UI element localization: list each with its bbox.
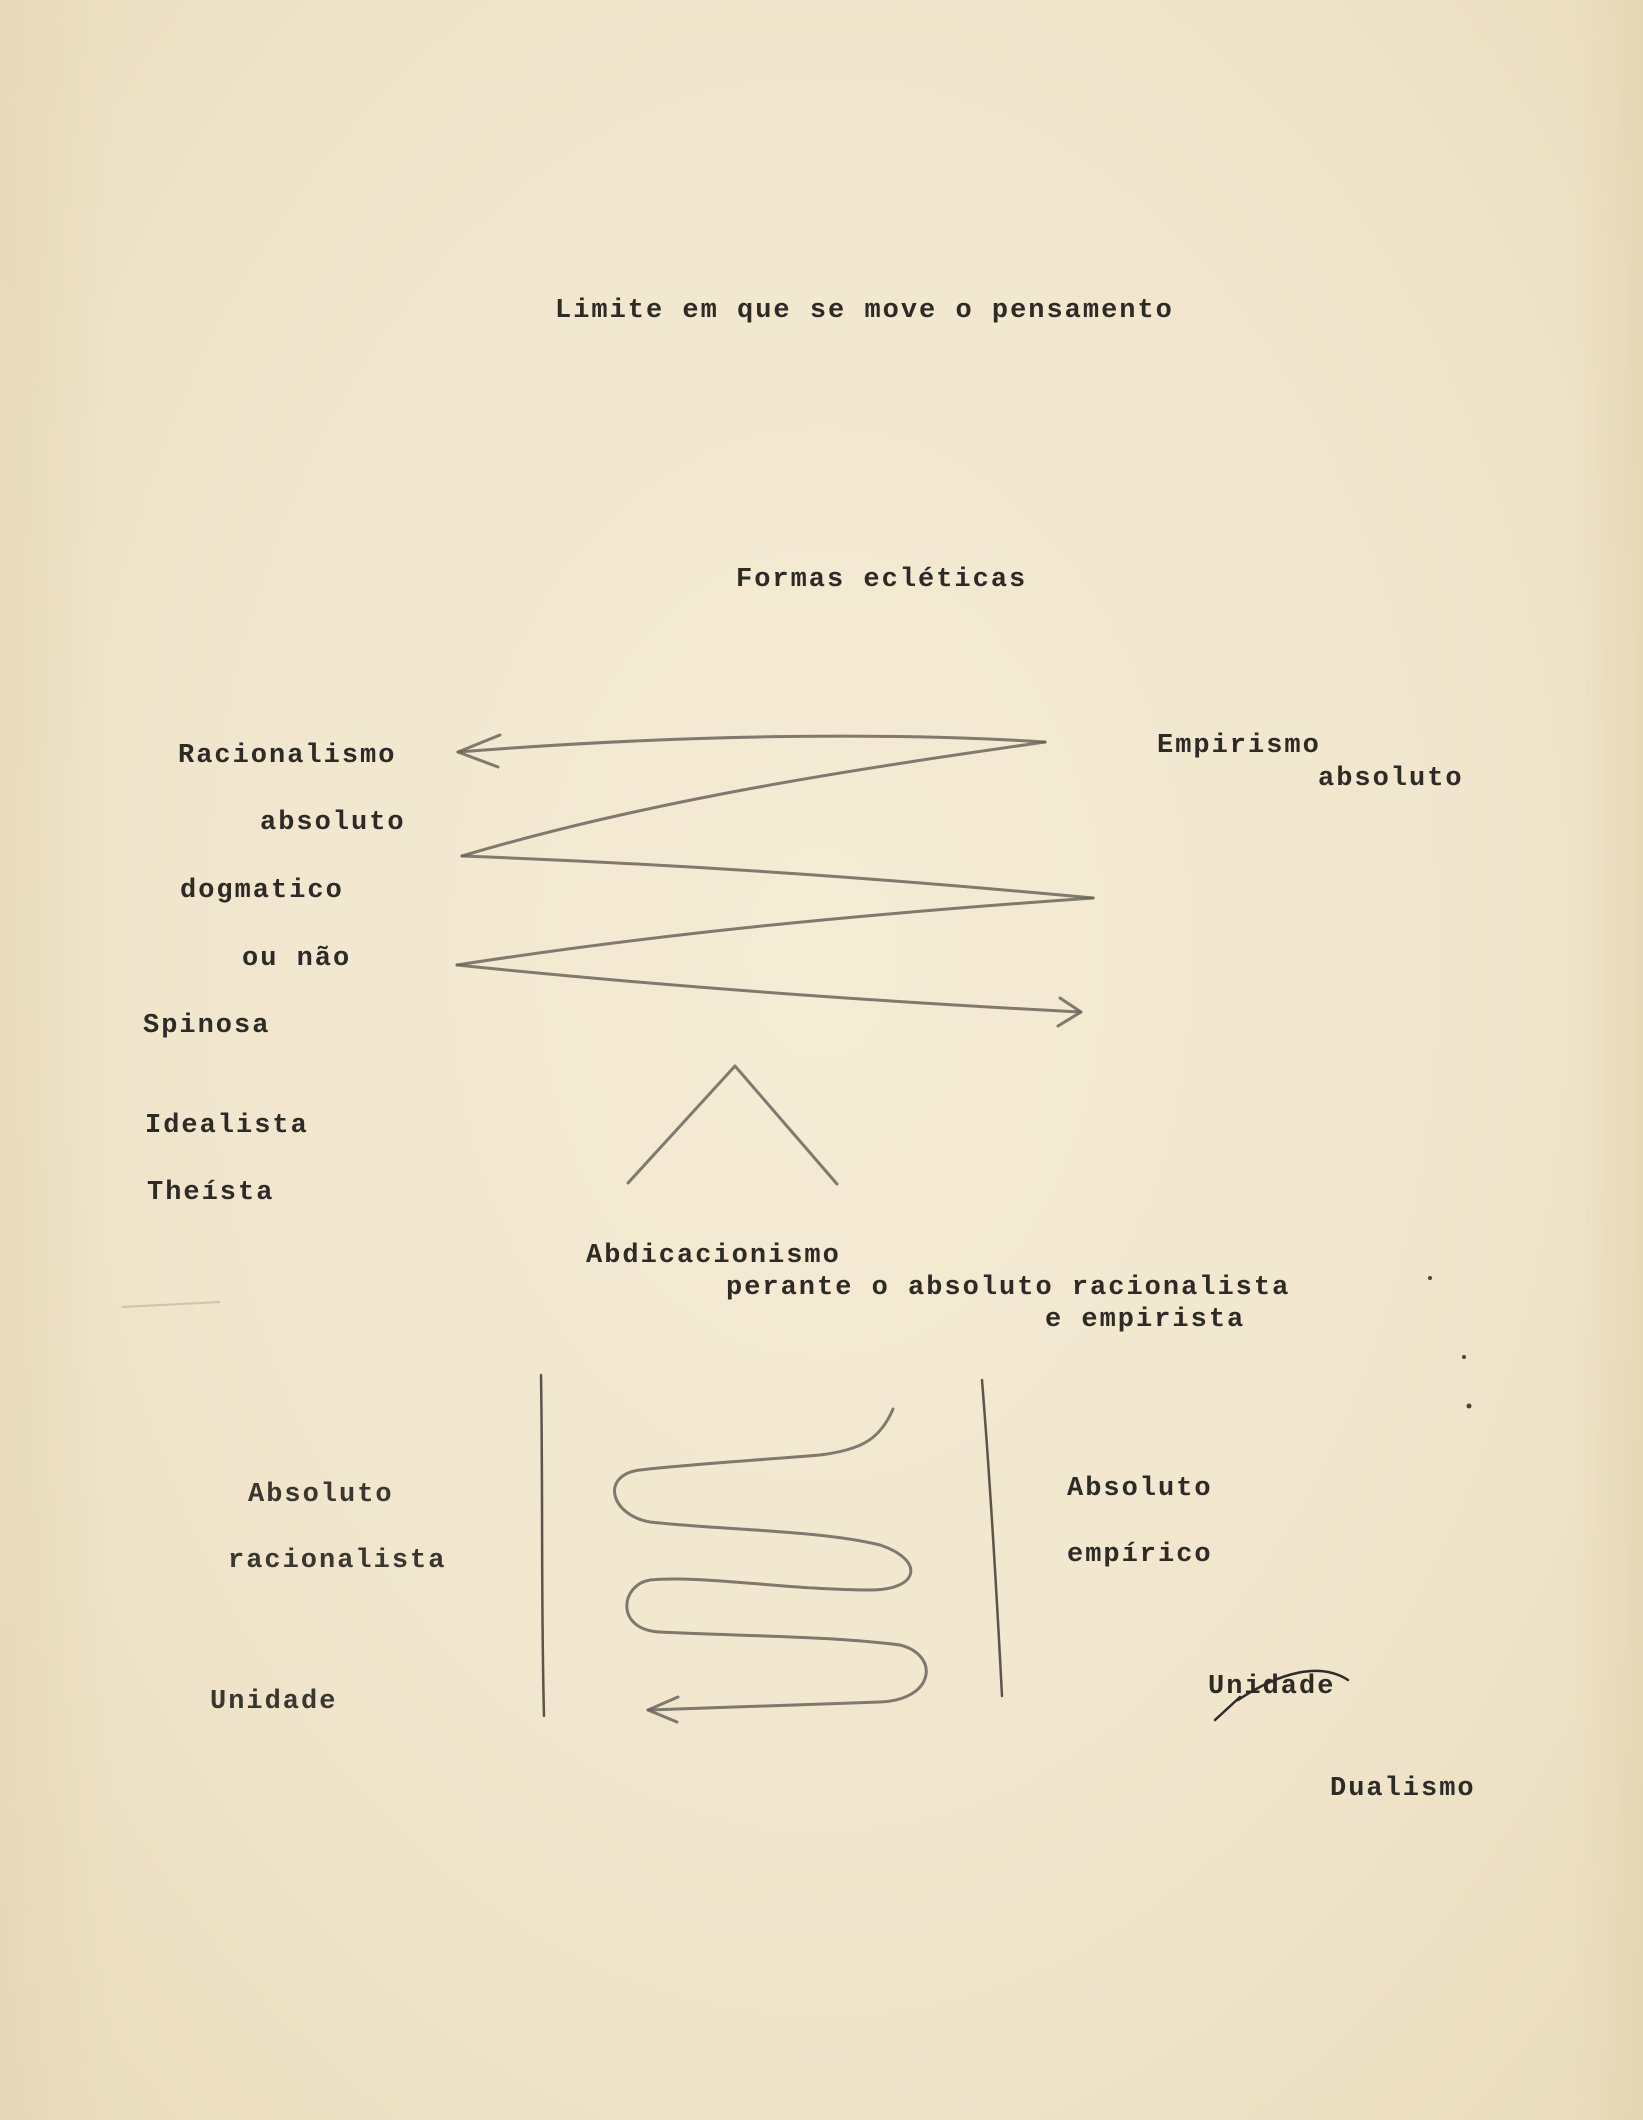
zigzag-arrow [457,736,1093,1012]
boundary-line-right [982,1380,1002,1696]
ink-dot [1467,1404,1472,1409]
label-absoluto-empirico-1: Absoluto [1067,1474,1213,1504]
caret-shape [628,1066,837,1184]
label-unidade-right-struck: Unidade [1208,1672,1336,1702]
label-ou-nao: ou não [242,944,352,974]
label-dualismo: Dualismo [1330,1774,1476,1804]
ink-dot [1428,1276,1432,1280]
label-absoluto-left: absoluto [260,808,406,838]
label-idealista: Idealista [145,1111,309,1141]
label-absoluto-racionalista-1: Absoluto [248,1480,394,1510]
caption-abdicacionismo: Abdicacionismo [586,1241,841,1271]
label-dogmatico: dogmatico [180,876,344,906]
label-empirismo: Empirismo [1157,731,1321,761]
caption-perante: perante o absoluto racionalista [726,1273,1291,1303]
page-subtitle: Formas ecléticas [736,565,1028,595]
strike-mark [1215,1671,1348,1720]
ink-dot [1462,1355,1466,1359]
label-absoluto-racionalista-2: racionalista [228,1546,447,1576]
page-title: Limite em que se move o pensamento [555,296,1174,326]
label-absoluto-right: absoluto [1318,764,1464,794]
label-spinosa: Spinosa [143,1011,271,1041]
caption-empirista: e empirista [1045,1305,1246,1335]
label-racionalismo: Racionalismo [178,741,397,771]
label-theista: Theísta [147,1178,275,1208]
label-absoluto-empirico-2: empírico [1067,1540,1213,1570]
boundary-line-left [541,1375,544,1716]
label-unidade-left: Unidade [210,1687,338,1717]
faint-mark [122,1302,220,1307]
serpentine-path [615,1409,927,1710]
